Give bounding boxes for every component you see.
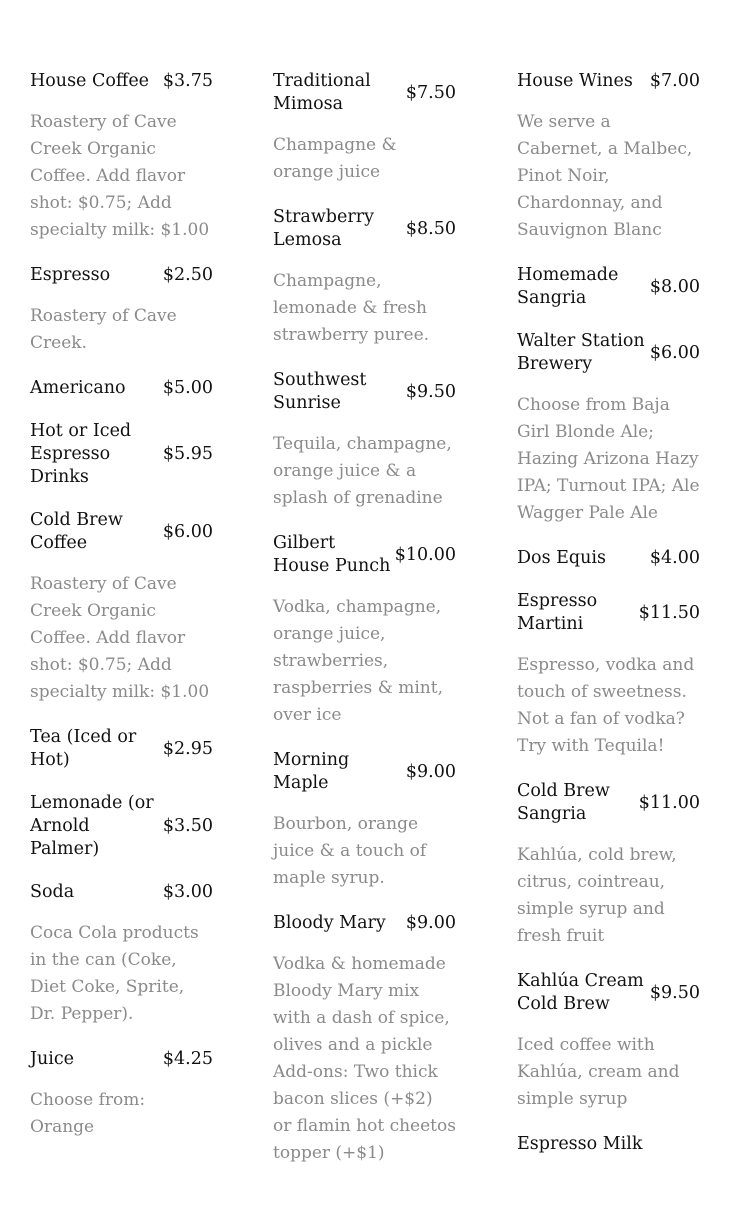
menu-item-header [273, 206, 456, 252]
menu-item-description: Roastery of Cave Creek. [30, 306, 177, 353]
menu-item-name: Americano [30, 378, 126, 398]
menu-item-header [30, 70, 213, 93]
menu-item-description: Roastery of Cave Creek Organic Coffee. Add flavor shot: $0.75; Add specialty milk: $1.00 [30, 112, 210, 240]
menu-item-description: Vodka & homemade Bloody Mary mix with a dash of spice, olives and a pickle Add-ons: Two thick bacon slices (+$2) or flamin hot cheetos topper (+$1) [273, 954, 456, 1163]
menu-item-name: Kahlúa Cream Cold Brew [517, 971, 644, 1014]
menu-item-price: $6.00 [162, 521, 213, 542]
menu-item-header [273, 532, 456, 578]
menu-item-description: We serve a Cabernet, a Malbec, Pinot Noir, Chardonnay, and Sauvignon Blanc [517, 112, 693, 240]
menu-item-description: Roastery of Cave Creek Organic Coffee. Add flavor shot: $0.75; Add specialty milk: $1.00 [30, 574, 210, 702]
menu-item-description: Vodka, champagne, orange juice, strawberries, raspberries & mint, over ice [273, 597, 443, 725]
menu-item-name: Cold Brew Sangria [517, 781, 610, 824]
menu-item-name: Soda [30, 882, 75, 902]
menu-item-price: $4.00 [649, 548, 700, 568]
menu-item [517, 70, 700, 244]
drink-menu [0, 70, 730, 1222]
menu-item-description: Kahlúa, cold brew, citrus, cointreau, simple syrup and fresh fruit [517, 845, 677, 946]
menu-item [517, 264, 700, 310]
menu-item-description: Bourbon, orange juice & a touch of maple syrup. [273, 814, 427, 888]
menu-item-name: Southwest Sunrise [273, 370, 367, 413]
menu-item-name: Espresso [30, 265, 111, 285]
menu-item-price: $7.00 [649, 71, 700, 91]
menu-item-header [517, 590, 700, 636]
menu-item-price: $9.50 [649, 982, 700, 1003]
menu-item-price: $9.00 [405, 913, 456, 933]
menu-item-header [517, 780, 700, 826]
menu-item-name: Hot or Iced Espresso Drinks [30, 421, 132, 487]
menu-item-price: $4.25 [162, 1049, 213, 1069]
menu-item-header [517, 1133, 700, 1156]
menu-item-header [273, 912, 456, 935]
menu-item-header [30, 792, 213, 861]
menu-item [517, 1133, 700, 1156]
menu-item-name: Strawberry Lemosa [273, 207, 374, 250]
menu-item [517, 590, 700, 760]
menu-item-price: $3.00 [162, 882, 213, 902]
menu-item-description: Tequila, champagne, orange juice & a splash of grenadine [273, 434, 452, 508]
menu-item-name: Homemade Sangria [517, 265, 619, 308]
menu-item-price: $5.00 [162, 378, 213, 398]
menu-item-header [517, 970, 700, 1016]
menu-item-price: $9.00 [405, 761, 456, 782]
menu-item-header [30, 726, 213, 772]
menu-item-price: $7.50 [405, 82, 456, 103]
menu-item-name: Gilbert House Punch [273, 533, 391, 576]
menu-item [517, 970, 700, 1113]
menu-item-header [30, 509, 213, 555]
menu-item [30, 264, 213, 357]
menu-item-header [30, 377, 213, 400]
menu-item [30, 377, 213, 400]
menu-item-price: $9.50 [405, 381, 456, 402]
menu-item-name: Juice [30, 1049, 75, 1069]
menu-item-description: Champagne & orange juice [273, 135, 397, 182]
menu-item-price: $10.00 [394, 544, 456, 565]
menu-item [30, 881, 213, 1028]
menu-column-wine-beer [517, 70, 700, 1176]
menu-item [273, 532, 456, 729]
menu-item-name: House Wines [517, 71, 633, 91]
menu-item-description: Coca Cola products in the can (Coke, Diet Coke, Sprite, Dr. Pepper). [30, 923, 199, 1024]
menu-item-name: House Coffee [30, 71, 150, 91]
menu-item [30, 1048, 213, 1141]
menu-item-description: Iced coffee with Kahlúa, cream and simple syrup [517, 1035, 680, 1109]
menu-item-header [30, 881, 213, 904]
menu-item-header [517, 330, 700, 376]
menu-item-price: $2.95 [162, 738, 213, 759]
menu-item-header [517, 264, 700, 310]
menu-item-name: Walter Station Brewery [517, 331, 645, 374]
menu-item-price: $8.50 [405, 218, 456, 239]
menu-item [273, 206, 456, 349]
menu-item-name: Espresso Martini [517, 591, 598, 634]
menu-item-price: $5.95 [162, 444, 213, 464]
menu-item [517, 330, 700, 527]
menu-item-name: Morning Maple [273, 750, 350, 793]
menu-item [30, 70, 213, 244]
menu-item-name: Dos Equis [517, 548, 606, 568]
menu-item-name: Espresso Milk [517, 1134, 643, 1154]
menu-item-name: Cold Brew Coffee [30, 510, 123, 553]
menu-item-price: $3.75 [162, 71, 213, 91]
menu-item [273, 749, 456, 892]
menu-item-price: $6.00 [649, 342, 700, 363]
menu-item-price: $3.50 [162, 816, 213, 836]
menu-item-name: Traditional Mimosa [273, 71, 371, 114]
menu-item [273, 70, 456, 186]
menu-item-description: Espresso, vodka and touch of sweetness. Not a fan of vodka? Try with Tequila! [517, 655, 695, 756]
menu-column-coffee [30, 70, 213, 1161]
menu-item [30, 509, 213, 706]
menu-item [30, 726, 213, 772]
menu-item [273, 912, 456, 1167]
menu-item-price: $2.50 [162, 265, 213, 285]
menu-item [30, 420, 213, 489]
menu-item-price: $11.50 [638, 602, 700, 623]
menu-item-name: Lemonade (or Arnold Palmer) [30, 793, 154, 859]
menu-item [273, 369, 456, 512]
menu-item-header [273, 749, 456, 795]
menu-item-price: $11.00 [638, 792, 700, 813]
menu-item-header [517, 70, 700, 93]
menu-item-header [30, 420, 213, 489]
menu-item-header [273, 70, 456, 116]
menu-item-description: Choose from Baja Girl Blonde Ale; Hazing Arizona Hazy IPA; Turnout IPA; Ale Wagger Pale Ale [517, 395, 700, 523]
menu-item-name: Tea (Iced or Hot) [30, 727, 137, 770]
menu-item-header [30, 1048, 213, 1071]
menu-item-price: $8.00 [649, 276, 700, 297]
menu-item-header [30, 264, 213, 287]
menu-item-description: Choose from: Orange [30, 1090, 146, 1137]
menu-item [30, 792, 213, 861]
menu-item-header [273, 369, 456, 415]
menu-column-brunch-cocktails [273, 70, 456, 1187]
menu-item [517, 780, 700, 950]
menu-item-header [517, 547, 700, 570]
menu-item [517, 547, 700, 570]
menu-item-name: Bloody Mary [273, 913, 386, 933]
menu-item-description: Champagne, lemonade & fresh strawberry puree. [273, 271, 430, 345]
